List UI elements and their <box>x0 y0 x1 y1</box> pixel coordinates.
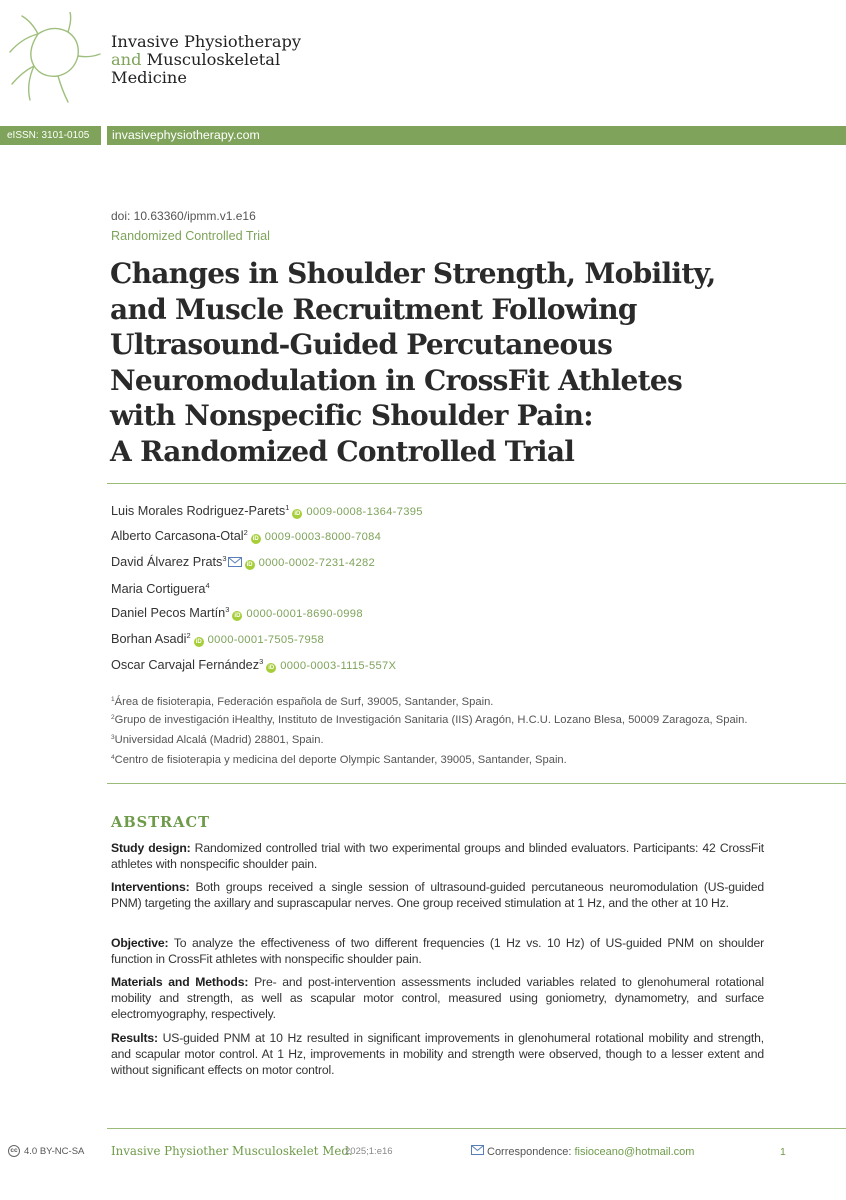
abstract-section-results <box>111 1030 764 1079</box>
divider <box>107 483 846 484</box>
orcid-link[interactable]: 0009-0003-8000-7084 <box>264 531 382 543</box>
orcid-icon[interactable]: iD <box>246 562 253 568</box>
author-name: Daniel Pecos Martín <box>111 606 226 620</box>
affiliation-text: Universidad Alcalá (Madrid) 28801, Spain. <box>114 734 324 746</box>
orcid-icon[interactable]: iD <box>252 536 259 542</box>
affiliation-sup: 1 <box>111 696 115 703</box>
author-affil-sup: 3 <box>222 554 227 563</box>
orcid-link[interactable]: 0000-0001-7505-7958 <box>207 634 325 646</box>
author-affil-sup: 2 <box>186 631 191 640</box>
abstract-section-label: Objective: <box>111 936 169 950</box>
page-number: 1 <box>780 1146 786 1158</box>
abstract-section-label: Interventions: <box>111 880 190 894</box>
abstract-heading: ABSTRACT <box>111 814 210 831</box>
journal-name-and: and <box>111 50 142 69</box>
mail-icon[interactable] <box>228 557 242 567</box>
author-name: Borhan Asadi <box>111 632 187 646</box>
journal-name <box>111 33 301 87</box>
correspondence-email-link[interactable]: fisioceano@hotmail.com <box>574 1146 695 1158</box>
author-name: Oscar Carvajal Fernández <box>111 658 260 672</box>
orcid-link[interactable]: 0000-0002-7231-4282 <box>258 557 376 569</box>
affiliation-text: Centro de fisioterapia y medicina del deporte Olympic Santander, 39005, Santander, Spain. <box>114 754 567 766</box>
creative-commons-icon: cc <box>8 1145 20 1157</box>
abstract-section-text: Both groups received a single session of ultrasound-guided percutaneous neuromodulation (US-guided PNM) targeting the axillary and suprascapular nerves. One group received stimulation at 1 Hz, and the other at 10 Hz. <box>111 880 764 911</box>
title-line: A Randomized Controlled Trial <box>110 434 575 468</box>
author-affil-sup: 3 <box>225 605 230 614</box>
abstract-section-text: Randomized controlled trial with two experimental groups and blinded evaluators. Participants: 42 CrossFit athletes with nonspecific shoulder pain. <box>111 841 764 872</box>
author-item <box>111 525 381 545</box>
affiliation-item <box>111 693 493 709</box>
affiliation-item <box>111 731 324 747</box>
author-item <box>111 578 210 597</box>
journal-logo-icon <box>8 12 102 104</box>
title-line: and Muscle Recruitment Following <box>110 292 637 326</box>
abstract-section-label: Study design: <box>111 841 191 855</box>
correspondence <box>487 1146 694 1158</box>
affiliation-sup: 4 <box>111 754 115 761</box>
author-name: Maria Cortiguera <box>111 582 206 596</box>
article-title <box>110 256 760 470</box>
affiliation-text: Grupo de investigación iHealthy, Instituto de Investigación Sanitaria (IIS) Aragón, H.C.U. Lozano Blesa, 50009 Zaragoza, Spain. <box>114 714 748 726</box>
abstract-section-interventions <box>111 879 764 911</box>
orcid-link[interactable]: 0009-0008-1364-7395 <box>306 506 423 518</box>
doi[interactable]: doi: 10.63360/ipmm.v1.e16 <box>111 209 256 223</box>
author-item <box>111 654 396 674</box>
orcid-icon[interactable]: iD <box>234 613 241 619</box>
affiliation-item <box>111 751 567 767</box>
author-affil-sup: 2 <box>243 528 248 537</box>
footer-journal-abbrev: Invasive Physiother Musculoskelet Med. <box>111 1144 353 1158</box>
journal-name-line1: Invasive Physiotherapy <box>111 32 302 51</box>
correspondence-label: Correspondence: <box>487 1146 572 1158</box>
abstract-section-text: US-guided PNM at 10 Hz resulted in significant improvements in glenohumeral rotational mobility and strength, and scapular motor control. At 1 Hz, improvements in mobility and strength were observed, though to a lesser extent and without significant effects on motor control. <box>111 1031 764 1078</box>
website-link[interactable]: invasivephysiotherapy.com <box>112 128 260 142</box>
author-item <box>111 602 363 622</box>
eissn-label: eISSN: 3101-0105 <box>7 130 90 141</box>
article-type: Randomized Controlled Trial <box>111 229 270 243</box>
journal-name-line2-rest: Musculoskeletal <box>146 50 281 69</box>
abstract-section-text: Pre- and post-intervention assessments included variables related to glenohumeral rotational mobility and strength, as well as scapular motor control, measured using goniometry, dynamometry, and surface electromyography, respectively. <box>111 975 764 1022</box>
orcid-icon[interactable]: iD <box>268 665 275 671</box>
journal-name-line3: Medicine <box>111 68 187 87</box>
author-item <box>111 628 324 648</box>
journal-name-line2 <box>111 51 301 69</box>
author-name: Luis Morales Rodriguez-Parets <box>111 504 286 518</box>
affiliation-text: Área de fisioterapia, Federación española de Surf, 39005, Santander, Spain. <box>114 696 494 708</box>
footer-citation: 2025;1:e16 <box>345 1146 393 1157</box>
affiliation-sup: 2 <box>111 714 115 721</box>
title-line: with Nonspecific Shoulder Pain: <box>110 399 593 433</box>
author-item <box>111 500 423 520</box>
abstract-section-label: Materials and Methods: <box>111 975 249 989</box>
license-label: 4.0 BY-NC-SA <box>24 1146 85 1157</box>
mail-icon[interactable] <box>471 1145 484 1155</box>
abstract-section-text: To analyze the effectiveness of two different frequencies (1 Hz vs. 10 Hz) of US-guided PNM on shoulder function in CrossFit athletes with nonspecific shoulder pain. <box>111 936 764 967</box>
orcid-icon[interactable]: iD <box>195 639 202 645</box>
abstract-section-objective <box>111 935 764 967</box>
abstract-section-study-design <box>111 840 764 872</box>
orcid-link[interactable]: 0000-0001-8690-0998 <box>246 608 363 620</box>
divider <box>107 1128 846 1129</box>
title-line: Ultrasound-Guided Percutaneous <box>110 328 613 362</box>
title-line: Changes in Shoulder Strength, Mobility, <box>110 257 716 290</box>
author-name: Alberto Carcasona-Otal <box>111 529 244 543</box>
author-affil-sup: 3 <box>259 657 264 666</box>
orcid-link[interactable]: 0000-0003-1115-557X <box>280 660 397 672</box>
author-affil-sup: 4 <box>205 581 210 590</box>
orcid-icon[interactable]: iD <box>294 511 301 517</box>
affiliation-sup: 3 <box>111 734 115 741</box>
author-affil-sup: 1 <box>285 503 290 512</box>
divider <box>107 783 846 784</box>
affiliation-item <box>111 711 748 727</box>
author-name: David Álvarez Prats <box>111 555 223 569</box>
author-item <box>111 551 375 571</box>
title-line: Neuromodulation in CrossFit Athletes <box>110 363 683 397</box>
abstract-section-materials-methods <box>111 974 764 1023</box>
abstract-section-label: Results: <box>111 1031 158 1045</box>
